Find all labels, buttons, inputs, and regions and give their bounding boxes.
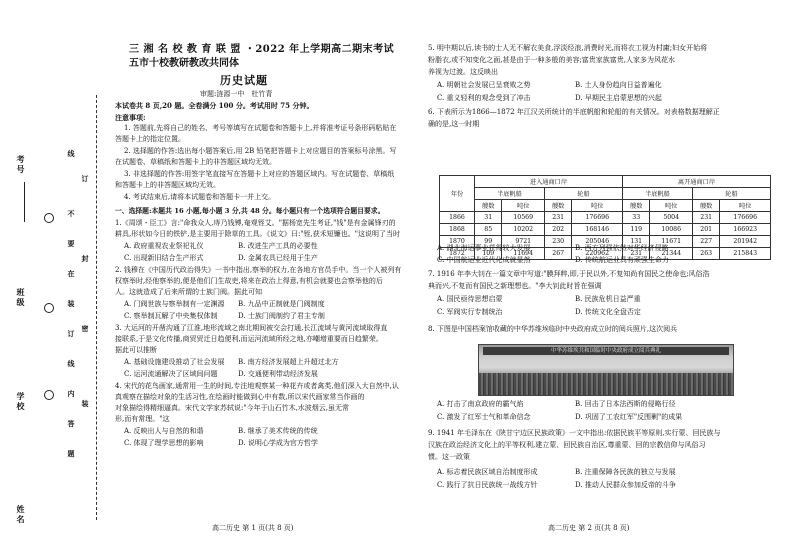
notice-line: 1. 答题前,先将自己的姓名、考号等填写在试题卷和答题卡上,并将准考证号条形码粘贴在	[124, 124, 397, 132]
class-label: 班级	[16, 288, 26, 308]
photo-banner: 中华苏维埃共和国临时中央政府成立阅兵典礼	[483, 347, 729, 355]
header-count: 艘数	[692, 200, 719, 212]
seal-mark-b: 封	[81, 255, 90, 264]
q9-option-c[interactable]: C. 践行了抗日民族统一战线方针	[437, 481, 538, 489]
table-cell: 227	[692, 236, 719, 248]
table-cell: 33	[622, 212, 649, 224]
header-tonnage: 吨位	[720, 200, 771, 212]
table-cell: 231	[692, 212, 719, 224]
q5-line: 5. 明中期以后,读书的士人无不解衣美食,浮淡经浪,消费时光,而将衣工视为村庸;妇女开始将	[428, 44, 708, 52]
q4-line: 真观察在描绘对象的生活习性,在绘画时能做到心中有数,所以宋代画家常当作画的	[115, 393, 365, 401]
q4-line: 对象描绘得精细逼真。宋代文学家苏轼说:"今年于山石竹木,水波烟云,虽无常	[115, 404, 350, 412]
q1-option-b[interactable]: B. 改进生产工具的必要性	[238, 242, 318, 250]
table-cell: 166923	[720, 224, 771, 236]
binding-hole-3	[44, 390, 54, 400]
table-cell: 202	[544, 224, 571, 236]
q5-option-a[interactable]: A. 明朝社会发展已呈衰败之势	[437, 81, 531, 89]
table-cell: 1872	[440, 248, 475, 260]
table-cell: 21344	[650, 248, 692, 260]
table-cell: 11694	[502, 248, 544, 260]
binding-hole-2	[44, 303, 54, 313]
exam-info: 本试卷共 8 页,20 题。全卷满分 100 分。考试用时 75 分钟。	[115, 101, 314, 110]
q2-line: 人。这就造成了后来所谓的士族门阀。据此可知	[115, 288, 262, 296]
q3-option-b[interactable]: B. 南方经济发展超上升超过北方	[238, 358, 339, 366]
q3-option-a[interactable]: A. 基础设施建设推动了社会发展	[124, 358, 225, 366]
q6-option-d[interactable]: D. 传统航运业具有顽强生命力	[575, 256, 669, 264]
footer-right: 高二历史 第 2 页(共 8 页)	[548, 524, 630, 532]
q6-line: 确的是,这一时期	[428, 120, 480, 128]
header-count: 艘数	[475, 200, 502, 212]
binding-hole-1	[44, 213, 54, 223]
school-label: 学校	[16, 392, 26, 412]
q7-option-b[interactable]: B. 民族危机日益严重	[575, 295, 641, 303]
table-cell: 201	[692, 224, 719, 236]
notice-heading: 注意事项:	[115, 113, 146, 122]
table-cell: 31	[475, 212, 502, 224]
header-line1: 三 湘 名 校 教 育 联 盟 ・2022 年上学期高二期末考试	[129, 44, 395, 55]
table-cell: 201942	[720, 236, 771, 248]
q6-line: 6. 下表所示为1866—1872 年江汉关所统计的半底帆船和轮船的有关情况。对表格数据理解正	[428, 108, 720, 116]
table-cell: 119	[622, 224, 649, 236]
seal-char-10: 题	[67, 450, 76, 459]
table-cell: 109	[475, 248, 502, 260]
table-row	[440, 224, 771, 236]
notice-line: 答题卡上的指定位置。	[115, 135, 185, 143]
notice-line: 4. 考试结束后,请将本试题卷和答题卡一并上交。	[124, 193, 276, 201]
q8-line: 8. 下图是中国档案馆收藏的中华苏维埃临时中央政府成立时的阅兵照片,这次阅兵	[428, 325, 678, 333]
header-leave: 离开通商口岸	[622, 176, 770, 188]
q4-option-b[interactable]: B. 继承了美术传统的传统	[238, 427, 318, 435]
seal-mark-c: 密	[81, 325, 90, 334]
q8-option-b[interactable]: B. 回击了日本法西斯的侵略行径	[575, 400, 676, 408]
table-cell: 9721	[502, 236, 544, 248]
q1-option-a[interactable]: A. 政府重视农业祭祀礼仪	[124, 242, 204, 250]
q4-option-d[interactable]: D. 说明心学成为官方哲学	[238, 439, 318, 447]
q9-line: 惯。这一政策	[428, 453, 470, 461]
table-cell: 1868	[440, 224, 475, 236]
header-steam-out: 轮船	[692, 188, 770, 200]
q3-line: 接联系,于是文化传播,商贸贸迁日趋便利,而运河流域所经之地,亦嘲增重要而日趋繁荣。	[115, 335, 383, 343]
q9-line: 9. 1941 年毛泽东在《陕甘宁边区民族政策》一文中指出:依据民族平等原则,实行蒙、回民族与	[428, 429, 721, 437]
q1-option-d[interactable]: D. 金属农具已经用于生产	[238, 254, 318, 262]
q7-line: 典而兴,不复而有国民之新理想也。"李大钊此时旨在强调	[428, 282, 602, 290]
q3-option-d[interactable]: D. 交通便利带动经济发展	[238, 370, 318, 378]
seal-char-7: 线	[67, 360, 76, 369]
q4-line: 形,而有常理。"这	[115, 415, 170, 423]
header-tonnage: 吨位	[572, 200, 623, 212]
table-cell: 131	[622, 236, 649, 248]
name-label: 姓名	[16, 505, 26, 525]
table-cell: 85	[475, 224, 502, 236]
table-cell: 10569	[502, 212, 544, 224]
table-cell: 267	[544, 248, 571, 260]
header-steam-in: 轮船	[544, 188, 622, 200]
q2-option-d[interactable]: D. 士族门阀制约了君主专制	[238, 312, 325, 320]
table-cell: 5004	[650, 212, 692, 224]
table-cell: 10202	[502, 224, 544, 236]
q1-line: 耕具,形状如今日的铁铲,是主要用于除草的工具。《说文》曰:"铚,获禾短镰也。"这说明了当时	[115, 230, 400, 238]
table-cell: 176696	[572, 212, 623, 224]
q6-option-a[interactable]: A. 湖北海运事业获得较大发展	[437, 244, 531, 252]
table-cell: 11671	[650, 236, 692, 248]
header-year: 年份	[440, 176, 475, 212]
section-heading: 一、选择题:本题共 16 小题,每小题 3 分,共 48 分。每小题只有一个选项符合题目要求。	[115, 207, 385, 215]
q4-option-c[interactable]: C. 体现了理学思想的影响	[124, 439, 204, 447]
table-cell: 1870	[440, 236, 475, 248]
q2-option-c[interactable]: C. 察举制瓦解了中央集权体制	[124, 312, 218, 320]
photo-crowd	[479, 373, 733, 395]
seal-char-4: 在	[67, 270, 76, 279]
student-no-label: 考号	[16, 155, 26, 175]
table-cell: 176696	[720, 212, 771, 224]
q8-option-c[interactable]: C. 激发了红军士气和革命信念	[437, 413, 531, 421]
table-cell: 99	[475, 236, 502, 248]
seal-char-8: 内	[67, 390, 76, 399]
q6-option-c[interactable]: C. 中国航运业近代化成就显然	[437, 256, 531, 264]
table-cell: 230	[544, 236, 571, 248]
notice-line: 3. 非选择题的作答:用签字笔直接写在答题卡上对应的答题区域内。写在试题卷、草稿纸	[124, 170, 395, 178]
table-cell: 263	[692, 248, 719, 260]
table-cell: 205046	[572, 236, 623, 248]
q5-option-c[interactable]: C. 重义轻利的观念受到了冲击	[437, 94, 531, 102]
q9-option-d[interactable]: D. 推动人民群众参加反帝的斗争	[575, 481, 676, 489]
page-title: 历史试题	[220, 74, 268, 87]
seal-char-9: 答	[67, 420, 76, 429]
q7-option-d[interactable]: D. 传统文化全盘否定	[575, 308, 641, 316]
seal-char-1: 线	[67, 150, 76, 159]
q9-line: 汉族在政治经济文化上的平等权利,建立蒙、回民族自治区,尊重蒙、回的宗教信仰与风俗习	[428, 441, 706, 449]
table-cell: 231	[622, 248, 649, 260]
q3-option-c[interactable]: C. 运河流通解决了区域间问题	[124, 370, 218, 378]
table-cell: 168146	[572, 224, 623, 236]
seal-char-5: 装	[67, 300, 76, 309]
reviewers: 审题:涟源一中 杜竹青	[200, 90, 273, 98]
q2-line: 权察举时,经他察举的,便是他们门生故吏,将来在政治上得意,有机会就要也会察举他的后	[115, 277, 383, 285]
header-tonnage: 吨位	[502, 200, 544, 212]
q5-line: 养视为过渡。这反映出	[428, 68, 498, 76]
header-sail-out: 半底帆船	[622, 188, 692, 200]
q9-option-a[interactable]: A. 标志着民族区域自治制度形成	[437, 468, 538, 476]
table-cell: 231	[544, 212, 571, 224]
header-count: 艘数	[622, 200, 649, 212]
header-line2: 五市十校教研教改共同体	[129, 58, 239, 69]
q9-option-b[interactable]: B. 注重保障各民族的独立与发展	[575, 468, 676, 476]
q2-option-b[interactable]: B. 九品中正制就是门阀制度	[238, 300, 325, 308]
q5-option-b[interactable]: B. 土人身份趋向日益普遍化	[575, 81, 662, 89]
header-count: 艘数	[544, 200, 571, 212]
q1-line: 1.《周颂・臣工》言:"命我众人,庤乃钱镈,奄观铚艾。"据杨宽先生考证,"钱"是有金属锋刃的	[115, 219, 396, 227]
table-cell: 215843	[720, 248, 771, 260]
notice-line: 2. 选择题的作答:选出每小题答案后,用 2B 铅笔把答题卡上对应题目的答案标号涂黑。写	[124, 147, 397, 155]
q4-option-a[interactable]: A. 反映出人与自然的和谐	[124, 427, 204, 435]
q7-option-c[interactable]: C. 军阀实行专制统治	[437, 308, 503, 316]
seal-mark-d: 装	[81, 400, 90, 409]
table-cell: 10086	[650, 224, 692, 236]
table-cell: 220962	[572, 248, 623, 260]
parade-photo	[478, 344, 734, 396]
notice-line: 和答题卡上的非答题区域均无效。	[115, 181, 220, 189]
header-enter: 进入通商口岸	[475, 176, 623, 188]
seal-char-6: 订	[67, 330, 76, 339]
table-cell: 1866	[440, 212, 475, 224]
q1-option-c[interactable]: C. 出现新旧结合生产形式	[124, 254, 204, 262]
student-no-field[interactable]	[24, 182, 25, 222]
q6-option-b[interactable]: B. 西方列强依然对华经济侵略	[575, 244, 669, 252]
q2-line: 2. 钱穆在《中国历代政治得失》一书中指出,察举的权力,在各地方官员手中。当一个人被列有	[115, 266, 402, 274]
q5-line: 粉脂衣,或不知变化之面,甚是由于一种多般的美容;富贵家族富贵,人家多为风花水	[428, 56, 676, 64]
footer-left: 高二历史 第 1 页(共 8 页)	[212, 524, 294, 532]
q3-line: 据此可以推断	[115, 346, 157, 354]
header-tonnage: 吨位	[650, 200, 692, 212]
seal-char-2: 不	[67, 210, 76, 219]
q3-line: 3. 大运河的开凿沟通了江淮,地形流域之南北期间被交会打通,长江流域与黄河流域取得直	[115, 324, 388, 332]
seal-mark-a: 订	[81, 175, 90, 184]
q2-option-a[interactable]: A. 门阀世族与察举制有一定渊源	[124, 300, 225, 308]
q5-option-d[interactable]: D. 早期民主启蒙思想的兴起	[575, 94, 662, 102]
q8-option-d[interactable]: D. 巩固了工农红军"反围剿"的成果	[575, 413, 683, 421]
q4-line: 4. 宋代的花鸟画家,通常用一生的时间,专注地观察某一种花卉或者禽类,他们深入大自然中,认	[115, 382, 399, 390]
notice-line: 在试题卷、草稿纸和答题卡上的非答题区域均无效。	[115, 158, 276, 166]
table-row	[440, 212, 771, 224]
binding-line	[96, 95, 97, 520]
q8-option-a[interactable]: A. 打击了南京政府的霸气焰	[437, 400, 524, 408]
header-sail-in: 半底帆船	[475, 188, 545, 200]
q7-option-a[interactable]: A. 国民亟待思想启蒙	[437, 295, 503, 303]
seal-char-3: 要	[67, 240, 76, 249]
q7-line: 7. 1916 年李大钊在一篇文章中写道:"膜拜粹,即,于民以外,不复知尚有国民之使命也;风俗浩	[428, 270, 710, 278]
